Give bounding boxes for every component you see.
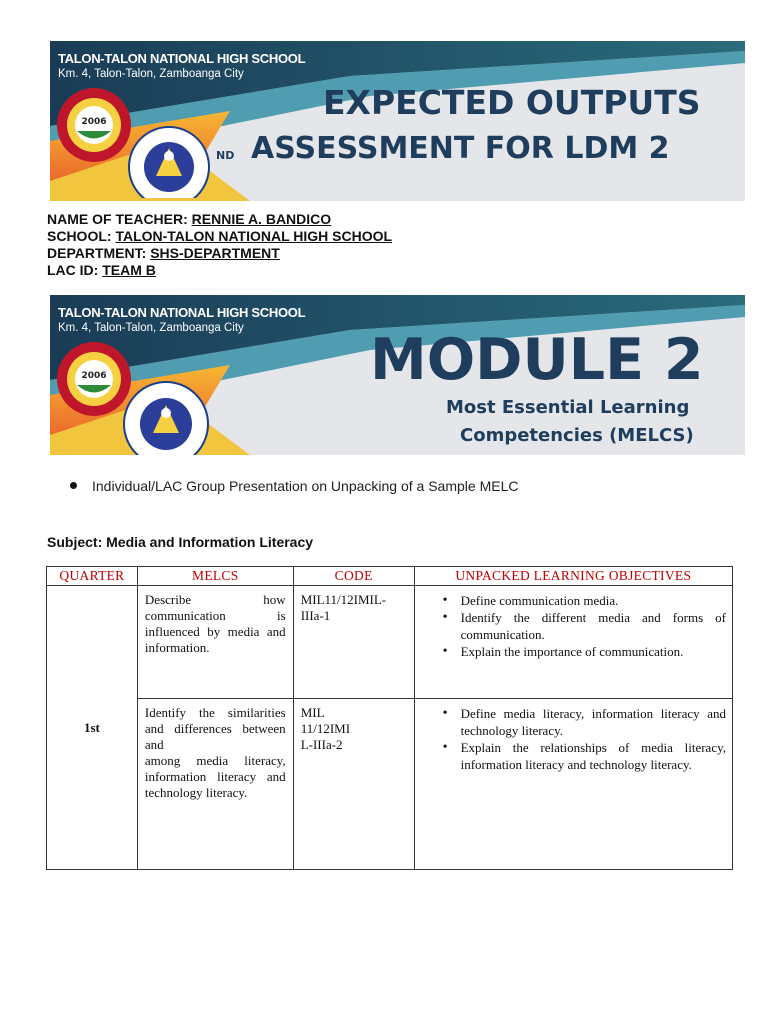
objectives-cell bbox=[414, 699, 732, 870]
header-objectives: UNPACKED LEARNING OBJECTIVES bbox=[414, 567, 732, 586]
code-line: 11/12IMI bbox=[300, 721, 351, 736]
bullet-icon bbox=[70, 482, 77, 489]
module-subtitle-line-1: Most Essential Learning bbox=[446, 397, 690, 418]
department-label: DEPARTMENT: bbox=[47, 245, 147, 261]
title-prefix: ND bbox=[216, 149, 235, 162]
melc-cell bbox=[137, 699, 293, 870]
school-row bbox=[47, 228, 392, 245]
quarter-cell: 1st bbox=[47, 586, 138, 870]
school-name: TALON-TALON NATIONAL HIGH SCHOOL bbox=[58, 51, 306, 66]
table-row bbox=[47, 586, 733, 699]
teacher-info bbox=[47, 211, 392, 279]
department-value: SHS-DEPARTMENT bbox=[150, 245, 280, 261]
school-label: SCHOOL: bbox=[47, 228, 112, 244]
school-address: Km. 4, Talon-Talon, Zamboanga City bbox=[58, 322, 244, 334]
code-cell bbox=[293, 586, 414, 699]
objectives-cell bbox=[414, 586, 732, 699]
school-address: Km. 4, Talon-Talon, Zamboanga City bbox=[58, 68, 244, 80]
objective-item: • Define media literacy, information literacy and technology literacy. bbox=[435, 705, 726, 739]
melc-cell: Describe how communication is influenced by media and information. bbox=[137, 586, 293, 699]
objective-item: • Define communication media. bbox=[435, 592, 726, 609]
title-line-2: ASSESSMENT FOR LDM 2 bbox=[251, 131, 670, 166]
header-quarter: QUARTER bbox=[47, 567, 138, 586]
title-line-1: EXPECTED OUTPUTS bbox=[323, 83, 701, 122]
deped-seal-icon bbox=[122, 380, 210, 455]
objective-item: • Explain the importance of communication. bbox=[435, 643, 726, 660]
table-row bbox=[47, 699, 733, 870]
teacher-name-label: NAME OF TEACHER: bbox=[47, 211, 188, 227]
school-seal-icon bbox=[55, 86, 133, 164]
code-line: MIL11/12IMIL- bbox=[300, 592, 387, 607]
module-title: MODULE 2 bbox=[370, 327, 704, 393]
table-header-row bbox=[47, 567, 733, 586]
lac-label: LAC ID: bbox=[47, 262, 99, 278]
header-banner bbox=[50, 41, 745, 201]
module-banner bbox=[50, 295, 745, 455]
subject-heading: Subject: Media and Information Literacy bbox=[47, 534, 314, 550]
department-row bbox=[47, 245, 392, 262]
header-code: CODE bbox=[293, 567, 414, 586]
teacher-name-value: RENNIE A. BANDICO bbox=[191, 211, 332, 227]
code-line: IIIa-1 bbox=[300, 608, 331, 623]
code-line: L-IIIa-2 bbox=[300, 737, 343, 752]
objective-item: • Identify the different media and forms of communication. bbox=[435, 609, 726, 643]
code-line: MIL bbox=[300, 705, 325, 720]
objective-item: • Explain the relationships of media literacy, information literacy and technology literacy. bbox=[435, 739, 726, 773]
school-value: TALON-TALON NATIONAL HIGH SCHOOL bbox=[115, 228, 393, 244]
melc-line: among media literacy, information literacy and technology literacy. bbox=[144, 753, 286, 800]
code-cell bbox=[293, 699, 414, 870]
teacher-name-row bbox=[47, 211, 392, 228]
lac-value: TEAM B bbox=[102, 262, 156, 278]
lac-row bbox=[47, 262, 392, 279]
seal-year: 2006 bbox=[81, 371, 107, 381]
header-melcs: MELCS bbox=[137, 567, 293, 586]
deped-seal-icon bbox=[128, 126, 210, 198]
school-name: TALON-TALON NATIONAL HIGH SCHOOL bbox=[58, 305, 306, 320]
module-subtitle-line-2: Competencies (MELCS) bbox=[460, 425, 694, 446]
list-item bbox=[70, 478, 518, 494]
seal-year: 2006 bbox=[81, 117, 107, 127]
melc-table bbox=[46, 566, 733, 870]
bullet-text: Individual/LAC Group Presentation on Unpacking of a Sample MELC bbox=[92, 478, 519, 494]
melc-line: Identify the similarities and differences between and bbox=[144, 705, 286, 752]
